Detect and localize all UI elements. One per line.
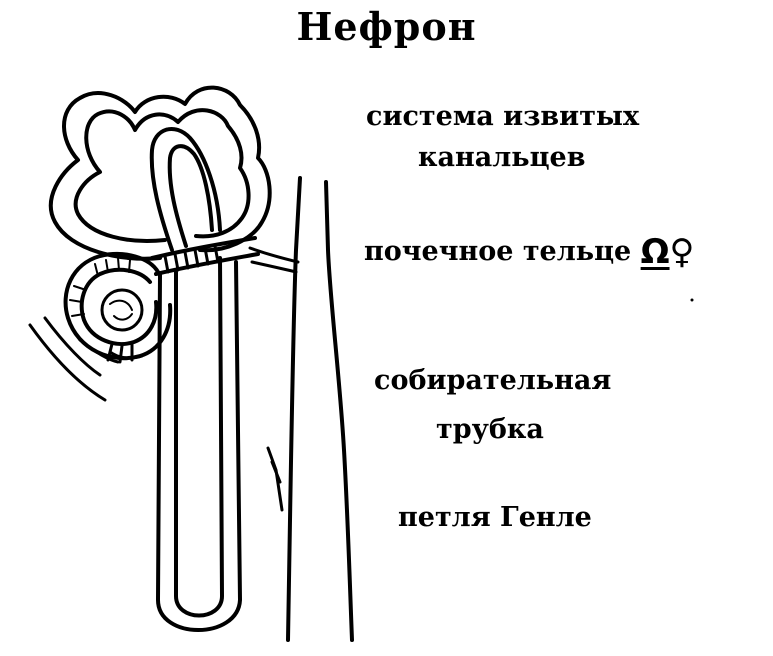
speck [691, 299, 694, 302]
label-collecting-duct-line1: собирательная [374, 365, 612, 396]
omega-symbol-icon: Ω [640, 232, 670, 272]
convoluted-tubules [51, 88, 270, 259]
label-convoluted-tubules-line2: канальцев [418, 142, 586, 173]
diagram-title: Нефрон [296, 4, 477, 49]
label-renal-corpuscle: почечное тельце [364, 236, 632, 267]
label-renal-corpuscle-row [364, 232, 694, 273]
collecting-duct [250, 178, 352, 640]
renal-corpuscle [30, 254, 170, 400]
label-loop-of-henle: петля Генле [398, 502, 592, 533]
label-collecting-duct-line2: трубка [436, 414, 544, 445]
female-symbol-icon: ♀ [669, 232, 695, 272]
label-convoluted-tubules-line1: система извитых [366, 101, 640, 132]
